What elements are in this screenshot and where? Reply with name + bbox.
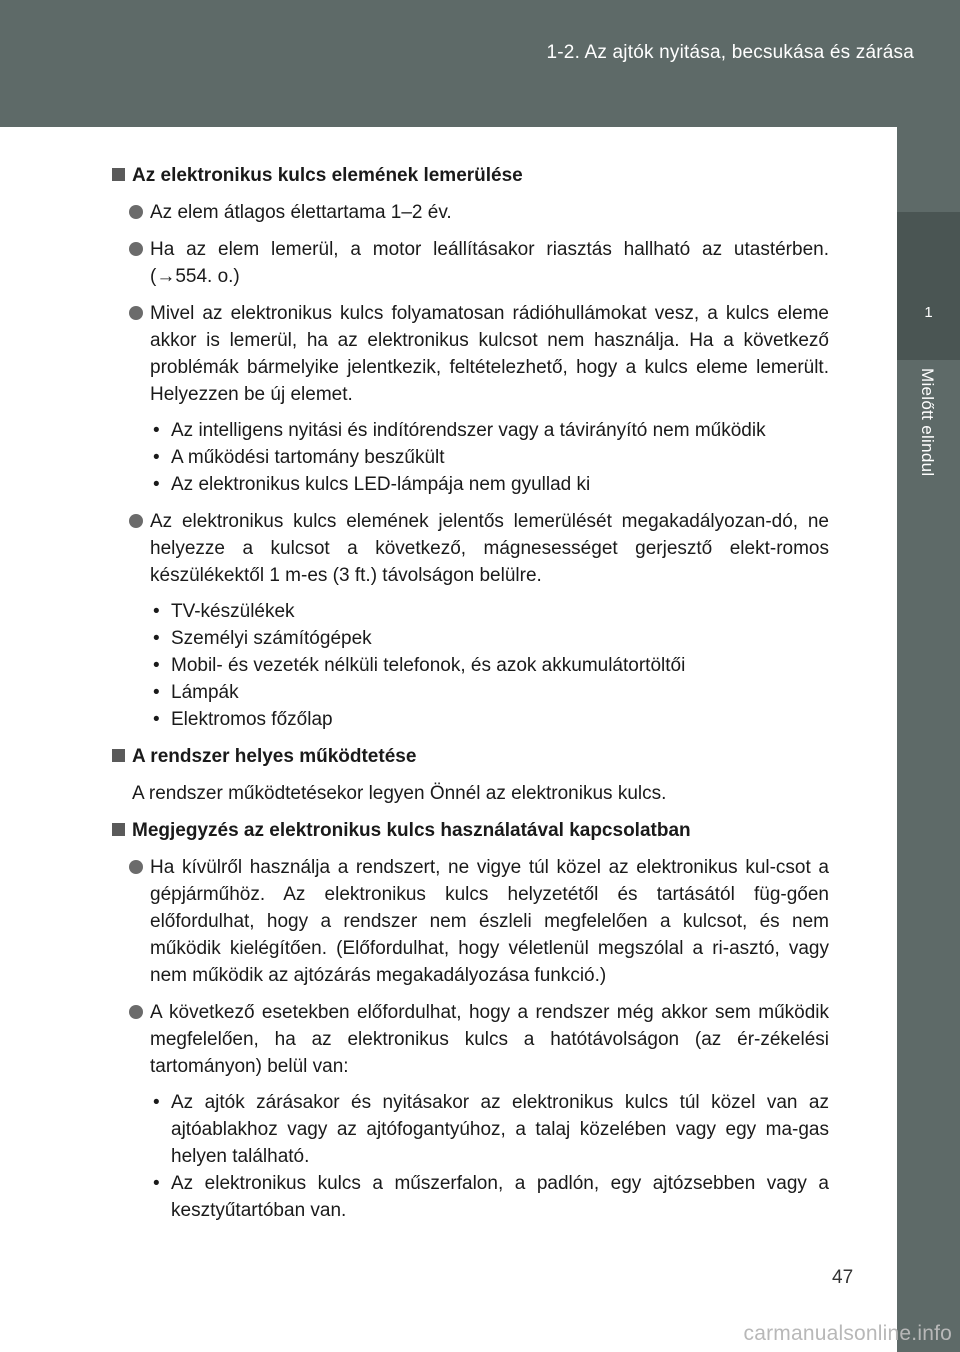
square-bullet-icon: [112, 823, 125, 836]
round-bullet-icon: [129, 306, 143, 320]
sub-list-item: • Az ajtók zárásakor és nyitásakor az elektronikus kulcs túl közel van az ajtóablakhoz vagy az ajtófogantyúhoz, a talaj közelében vagy egy ma-gas helyen található.: [153, 1092, 829, 1167]
sub-list-item: • A működési tartomány beszűkült: [153, 447, 445, 468]
bullet-item: A következő esetekben előfordulhat, hogy a rendszer még akkor sem működik megfelelően, ha az elektronikus kulcs a hatótávolságon (az ér-zékelési tartományon) belül van:: [112, 999, 829, 1080]
sub-list-item: • Elektromos főzőlap: [153, 709, 333, 730]
round-bullet-icon: [129, 860, 143, 874]
watermark: carmanualsonline.info: [743, 1322, 952, 1345]
round-bullet-icon: [129, 1005, 143, 1019]
section-heading: Megjegyzés az elektronikus kulcs használatával kapcsolatban: [112, 817, 829, 844]
sub-list-item: • TV-készülékek: [153, 601, 295, 622]
sub-list-item: • Mobil- és vezeték nélküli telefonok, és azok akkumulátortöltői: [153, 655, 686, 676]
chapter-number: 1: [924, 304, 933, 321]
sub-list-item: • Lámpák: [153, 682, 239, 703]
sub-list-item: • Az elektronikus kulcs a műszerfalon, a padlón, egy ajtózsebben vagy a kesztyűtartóban van.: [153, 1173, 829, 1221]
sub-list-item: • Az intelligens nyitási és indítórendszer vagy a távirányító nem működik: [153, 420, 766, 441]
round-bullet-icon: [129, 514, 143, 528]
section-heading: A rendszer helyes működtetése: [112, 743, 829, 770]
page-content: [112, 162, 829, 1234]
chapter-label: Mielőtt elindul: [918, 368, 937, 477]
round-bullet-icon: [129, 205, 143, 219]
sub-list: [112, 598, 829, 733]
page-number: 47: [832, 1267, 854, 1288]
chapter-tab: [897, 212, 960, 360]
square-bullet-icon: [112, 168, 125, 181]
sub-list: [112, 1089, 829, 1224]
sub-list-item: • Az elektronikus kulcs LED-lámpája nem gyullad ki: [153, 474, 591, 495]
paragraph: A rendszer működtetésekor legyen Önnél az elektronikus kulcs.: [132, 783, 667, 804]
sub-list: [112, 417, 829, 498]
bullet-item: Ha kívülről használja a rendszert, ne vigye túl közel az elektronikus kul-csot a gépjárműhöz. Az elektronikus kulcs helyzetétől és tartásától füg-gően előfordulhat, hogy a rendszer nem észleli megfelelően a kulcsot, és nem működik kielégítően. (Előfordulhat, hogy véletlenül megszólal a ri-asztó, vagy nem működik az ajtózárás megakadályozása funkció.): [112, 854, 829, 989]
section-title: 1-2. Az ajtók nyitása, becsukása és zárása: [546, 42, 914, 63]
bullet-item: Mivel az elektronikus kulcs folyamatosan rádióhullámokat vesz, a kulcs eleme akkor is lemerül, ha az elektronikus kulcsot nem használja. Ha a következő problémák bármelyike jelentkezik, feltételezhető, hogy a kulcs eleme lemerült. Helyezzen be új elemet.: [112, 300, 829, 408]
sub-list-item: • Személyi számítógépek: [153, 628, 372, 649]
bullet-item: Az elektronikus kulcs elemének jelentős lemerülését megakadályozan-dó, ne helyezze a kulcsot a következő, mágnesességet gerjesztő elekt-romos készülékektől 1 m-es (3 ft.) távolságon belülre.: [112, 508, 829, 589]
bullet-item: Az elem átlagos élettartama 1–2 év.: [112, 199, 829, 226]
page-header: [0, 0, 960, 127]
round-bullet-icon: [129, 242, 143, 256]
bullet-item: Ha az elem lemerül, a motor leállításakor riasztás hallható az utastérben. (→554. o.): [112, 236, 829, 290]
section-heading: Az elektronikus kulcs elemének lemerülése: [112, 162, 829, 189]
square-bullet-icon: [112, 749, 125, 762]
